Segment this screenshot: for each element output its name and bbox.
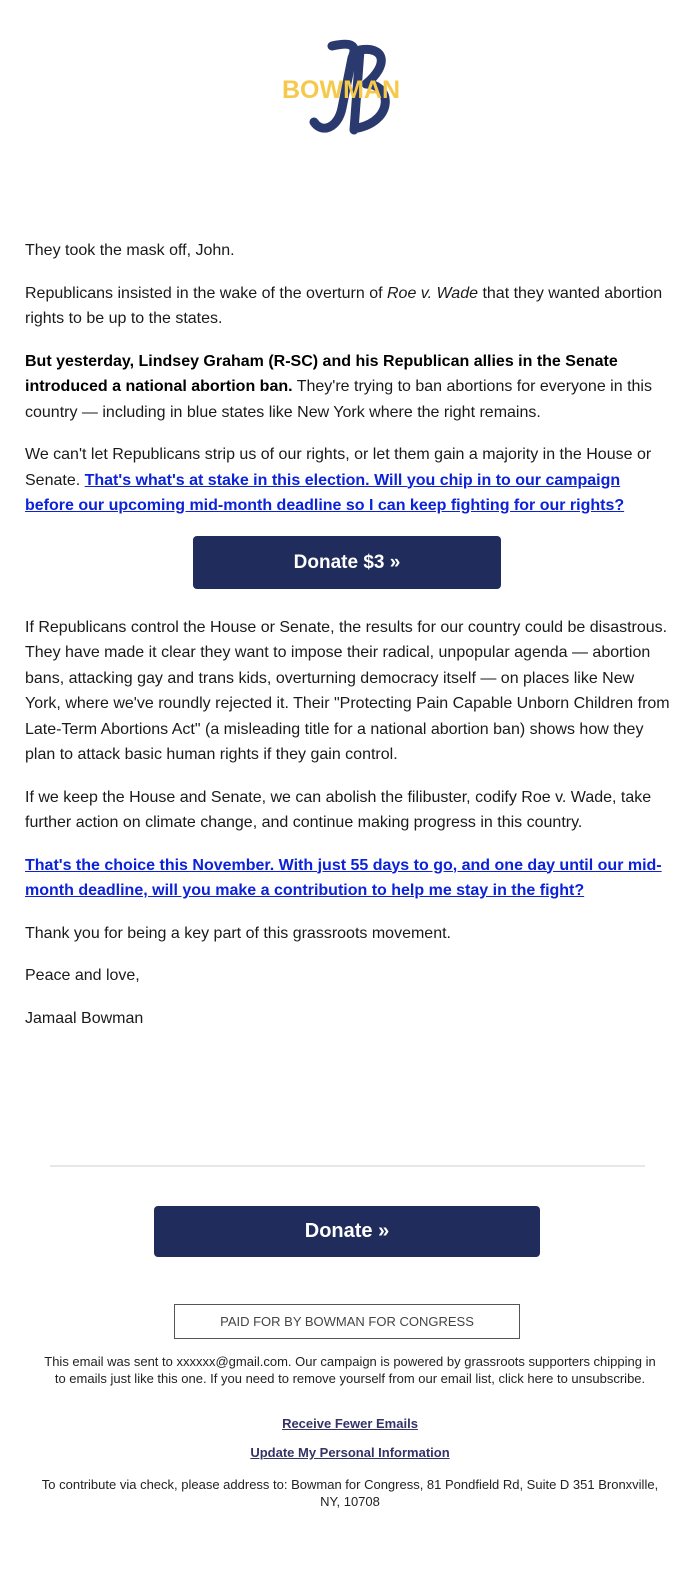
- update-info-row: [0, 1445, 700, 1460]
- jb-logo-icon: [280, 38, 420, 138]
- email-body: [25, 238, 670, 1048]
- fewer-emails-row: [0, 1416, 700, 1431]
- paragraph-thanks: Thank you for being a key part of this grassroots movement.: [25, 924, 451, 942]
- logo-brand-text: BOWMAN: [282, 76, 401, 104]
- signoff: Peace and love,: [25, 967, 140, 984]
- chip-in-link[interactable]: That's what's at stake in this election. Will you chip in to our campaign before our upcoming mid-month deadline so I can keep fighting for our rights?: [25, 471, 625, 514]
- signature: Jamaal Bowman: [25, 1009, 144, 1027]
- paragraph-consequences: If Republicans control the House or Senate, the results for our country could be disastrous. They have made it clear they want to impose their radical, unpopular agenda — abortion bans, attacking gay and trans kids, overturning democracy itself — on places like New York, where we've roundly rejected it. Their "Protecting Pain Capable Unborn Children from Late-Term Abortions Act" (a misleading title for a national abortion ban) shows how they plan to attack basic human rights if they gain control.: [25, 618, 670, 763]
- receive-fewer-emails-link[interactable]: Receive Fewer Emails: [282, 1416, 418, 1431]
- footer-divider: [50, 1165, 645, 1167]
- paragraph-stakes: We can't let Republicans strip us of our rights, or let them gain a majority in the House or Senate. That's what's at stake in this election. Will you chip in to our campaign before our upcoming mid-month deadline so I can keep fighting for our rights?: [25, 446, 652, 514]
- donate-3-button[interactable]: Donate $3 »: [193, 536, 501, 589]
- update-personal-info-link[interactable]: Update My Personal Information: [250, 1445, 450, 1460]
- campaign-logo: [0, 38, 700, 138]
- footer-donate-button[interactable]: Donate »: [154, 1206, 540, 1257]
- paragraph-choice: [25, 853, 670, 904]
- greeting: They took the mask off, John.: [25, 242, 235, 259]
- paid-for-disclaimer: PAID FOR BY BOWMAN FOR CONGRESS: [174, 1304, 520, 1339]
- paragraph-national-ban: But yesterday, Lindsey Graham (R-SC) and his Republican allies in the Senate introduced a national abortion ban. They're trying to ban abortions for everyone in this country — including in blue states like New York where the right remains.: [25, 352, 652, 421]
- paragraph-roe: Republicans insisted in the wake of the overturn of Roe v. Wade that they wanted abortion rights to be up to the states.: [25, 284, 663, 327]
- contribution-link[interactable]: That's the choice this November. With just 55 days to go, and one day until our mid-month deadline, will you make a contribution to help me stay in the fight?: [25, 856, 662, 899]
- paragraph-keep-house: If we keep the House and Senate, we can abolish the filibuster, codify Roe v. Wade, take further action on climate change, and continue making progress in this country.: [25, 788, 652, 831]
- sent-to-notice[interactable]: This email was sent to xxxxxx@gmail.com. Our campaign is powered by grassroots supporters chipping in to emails just like this one. If you need to remove yourself from our email list, click here to unsubscribe.: [44, 1354, 656, 1386]
- mailing-address: To contribute via check, please address to: Bowman for Congress, 81 Pondfield Rd, Suite D 351 Bronxville, NY, 10708: [41, 1477, 659, 1509]
